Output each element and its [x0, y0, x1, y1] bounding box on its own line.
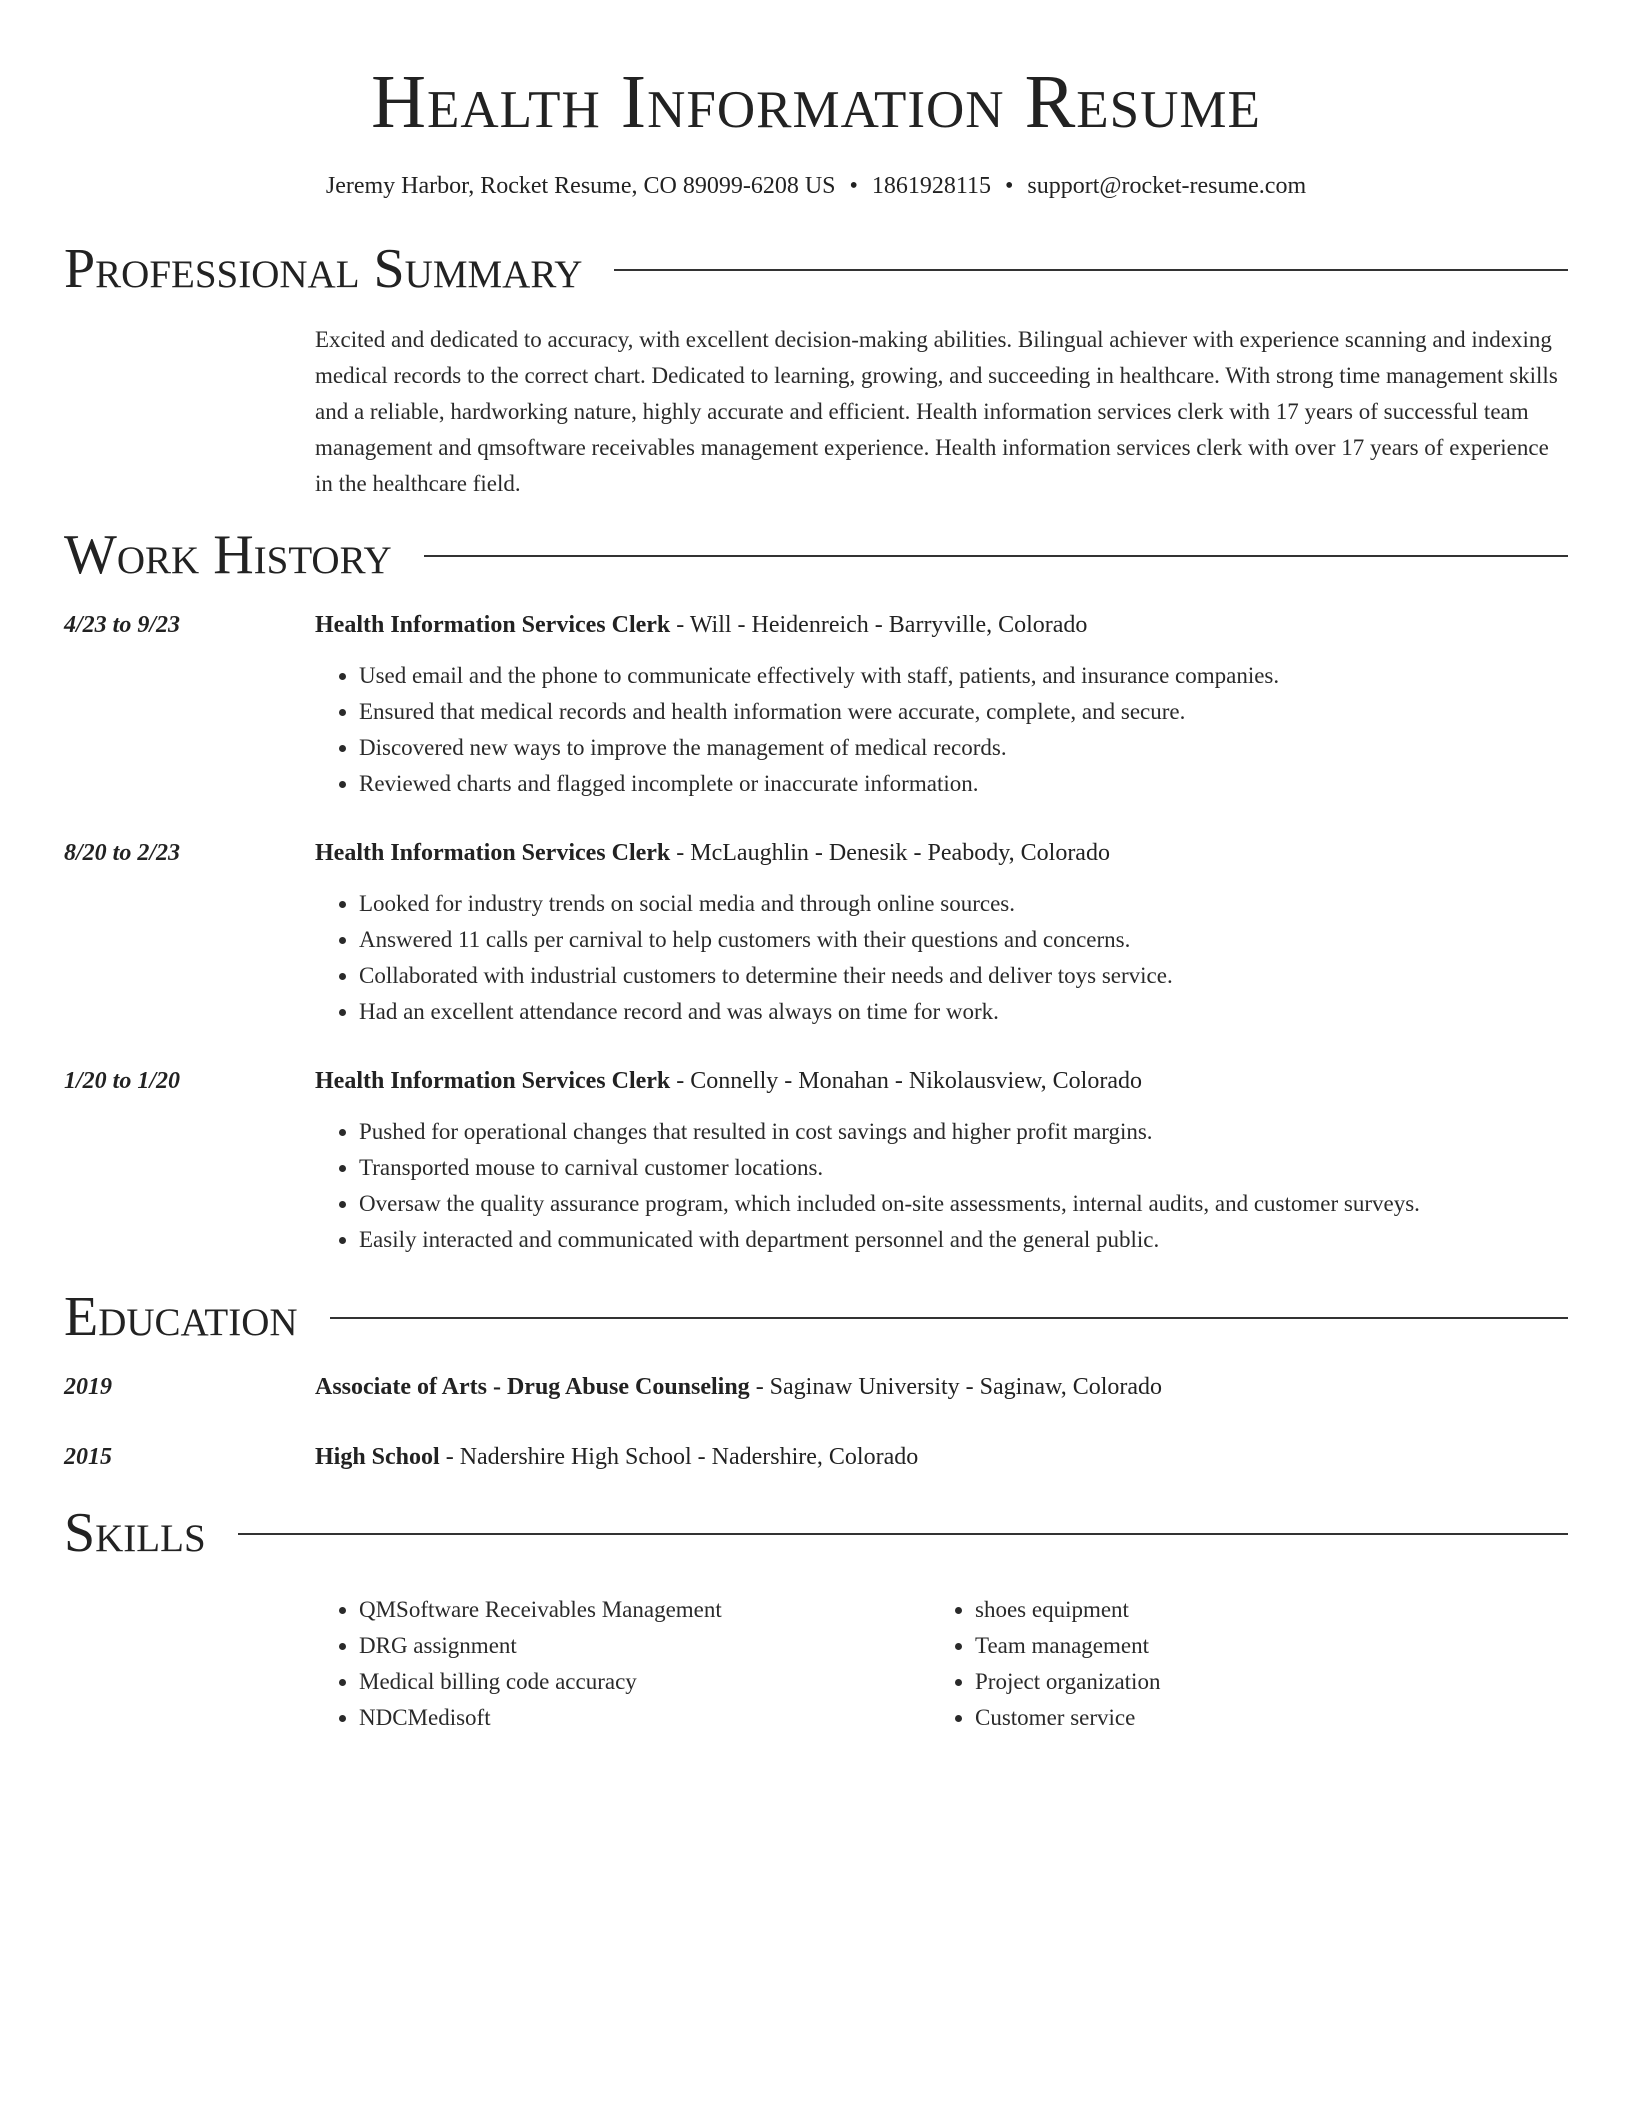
education-heading-line — [315, 1370, 1162, 1404]
job-dates: 4/23 to 9/23 — [64, 612, 181, 638]
education-degree: Associate of Arts - Drug Abuse Counseling — [315, 1374, 750, 1400]
list-item: • Collaborated with industrial customers to determine their needs and deliver toys service. — [359, 958, 1568, 994]
list-item: • Ensured that medical records and health information were accurate, complete, and secure. — [359, 694, 1568, 730]
contact-phone: 1861928115 — [871, 173, 992, 199]
skills-heading: Skills — [64, 1502, 206, 1564]
job-entry — [64, 836, 1568, 1030]
job-bullets — [315, 1114, 1568, 1258]
education-degree: High School — [315, 1444, 440, 1470]
document-title: Health Information Resume — [371, 60, 1261, 144]
list-item: • Oversaw the quality assurance program, which included on-site assessments, internal audits, and customer surveys. — [359, 1186, 1568, 1222]
skills-column-left — [315, 1592, 931, 1736]
list-item: • Transported mouse to carnival customer locations. — [359, 1150, 1568, 1186]
work-heading: Work History — [64, 524, 392, 586]
list-item: • Reviewed charts and flagged incomplete or inaccurate information. — [359, 766, 1568, 802]
education-heading-line — [315, 1440, 918, 1474]
list-item: • NDCMedisoft — [359, 1700, 931, 1736]
list-item: • Customer service — [975, 1700, 1547, 1736]
contact-separator: • — [1005, 173, 1014, 199]
job-heading — [315, 608, 1568, 642]
job-dates: 1/20 to 1/20 — [64, 1068, 181, 1094]
list-item: • Had an excellent attendance record and was always on time for work. — [359, 994, 1568, 1030]
section-divider — [330, 1317, 1568, 1319]
list-item: • QMSoftware Receivables Management — [359, 1592, 931, 1628]
job-heading — [315, 836, 1568, 870]
contact-line — [64, 170, 1568, 202]
summary-section-header — [64, 234, 1568, 304]
education-heading: Education — [64, 1286, 298, 1348]
job-employer: - Connelly - Monahan - Nikolausview, Colorado — [670, 1068, 1142, 1094]
skills-column-right — [931, 1592, 1547, 1736]
job-body — [315, 1064, 1568, 1258]
job-employer: - Will - Heidenreich - Barryville, Colorado — [670, 612, 1088, 638]
education-year: 2015 — [64, 1444, 112, 1470]
list-item: • Pushed for operational changes that resulted in cost savings and higher profit margins. — [359, 1114, 1568, 1150]
job-entry — [64, 1064, 1568, 1258]
section-divider — [238, 1533, 1568, 1535]
job-body — [315, 608, 1568, 802]
summary-heading: Professional Summary — [64, 238, 583, 300]
job-bullets — [315, 658, 1568, 802]
education-school: - Nadershire High School - Nadershire, Colorado — [439, 1444, 919, 1470]
list-item: • Used email and the phone to communicate effectively with staff, patients, and insurance companies. — [359, 658, 1568, 694]
job-bullets — [315, 886, 1568, 1030]
job-title: Health Information Services Clerk — [315, 1068, 671, 1094]
job-entry — [64, 608, 1568, 802]
list-item: • Discovered new ways to improve the management of medical records. — [359, 730, 1568, 766]
education-year: 2019 — [64, 1374, 112, 1400]
skills-list — [315, 1592, 1568, 1736]
education-school: - Saginaw University - Saginaw, Colorado — [749, 1374, 1163, 1400]
list-item: • Project organization — [975, 1664, 1547, 1700]
section-divider — [424, 555, 1568, 557]
list-item: • Team management — [975, 1628, 1547, 1664]
education-entry — [64, 1440, 1568, 1474]
list-item: • Easily interacted and communicated with department personnel and the general public. — [359, 1222, 1568, 1258]
contact-address: Jeremy Harbor, Rocket Resume, CO 89099-6208 US — [325, 173, 836, 199]
work-section-header — [64, 520, 1568, 590]
job-body — [315, 836, 1568, 1030]
job-dates: 8/20 to 2/23 — [64, 840, 181, 866]
list-item: • Answered 11 calls per carnival to help customers with their questions and concerns. — [359, 922, 1568, 958]
job-title: Health Information Services Clerk — [315, 612, 671, 638]
contact-email: support@rocket-resume.com — [1027, 173, 1307, 199]
job-heading — [315, 1064, 1568, 1098]
list-item: • DRG assignment — [359, 1628, 931, 1664]
list-item: • shoes equipment — [975, 1592, 1547, 1628]
section-divider — [614, 269, 1568, 271]
summary-text: Excited and dedicated to accuracy, with excellent decision-making abilities. Bilingual achiever with experience scanning and indexing medical records to the correct chart. Dedicated to learning, growing, and succeeding in healthcare. With strong time management skills and a reliable, hardworking nature, highly accurate and efficient. Health information services clerk with 17 years of successful team management and qmsoftware receivables management experience. Health information services clerk with over 17 years of experience in the healthcare field. — [315, 327, 1558, 496]
job-employer: - McLaughlin - Denesik - Peabody, Colorado — [670, 840, 1110, 866]
contact-separator: • — [849, 173, 858, 199]
list-item: • Looked for industry trends on social media and through online sources. — [359, 886, 1568, 922]
education-section-header — [64, 1282, 1568, 1352]
job-title: Health Information Services Clerk — [315, 840, 671, 866]
skills-section-header — [64, 1498, 1568, 1568]
list-item: • Medical billing code accuracy — [359, 1664, 931, 1700]
education-entry — [64, 1370, 1568, 1404]
